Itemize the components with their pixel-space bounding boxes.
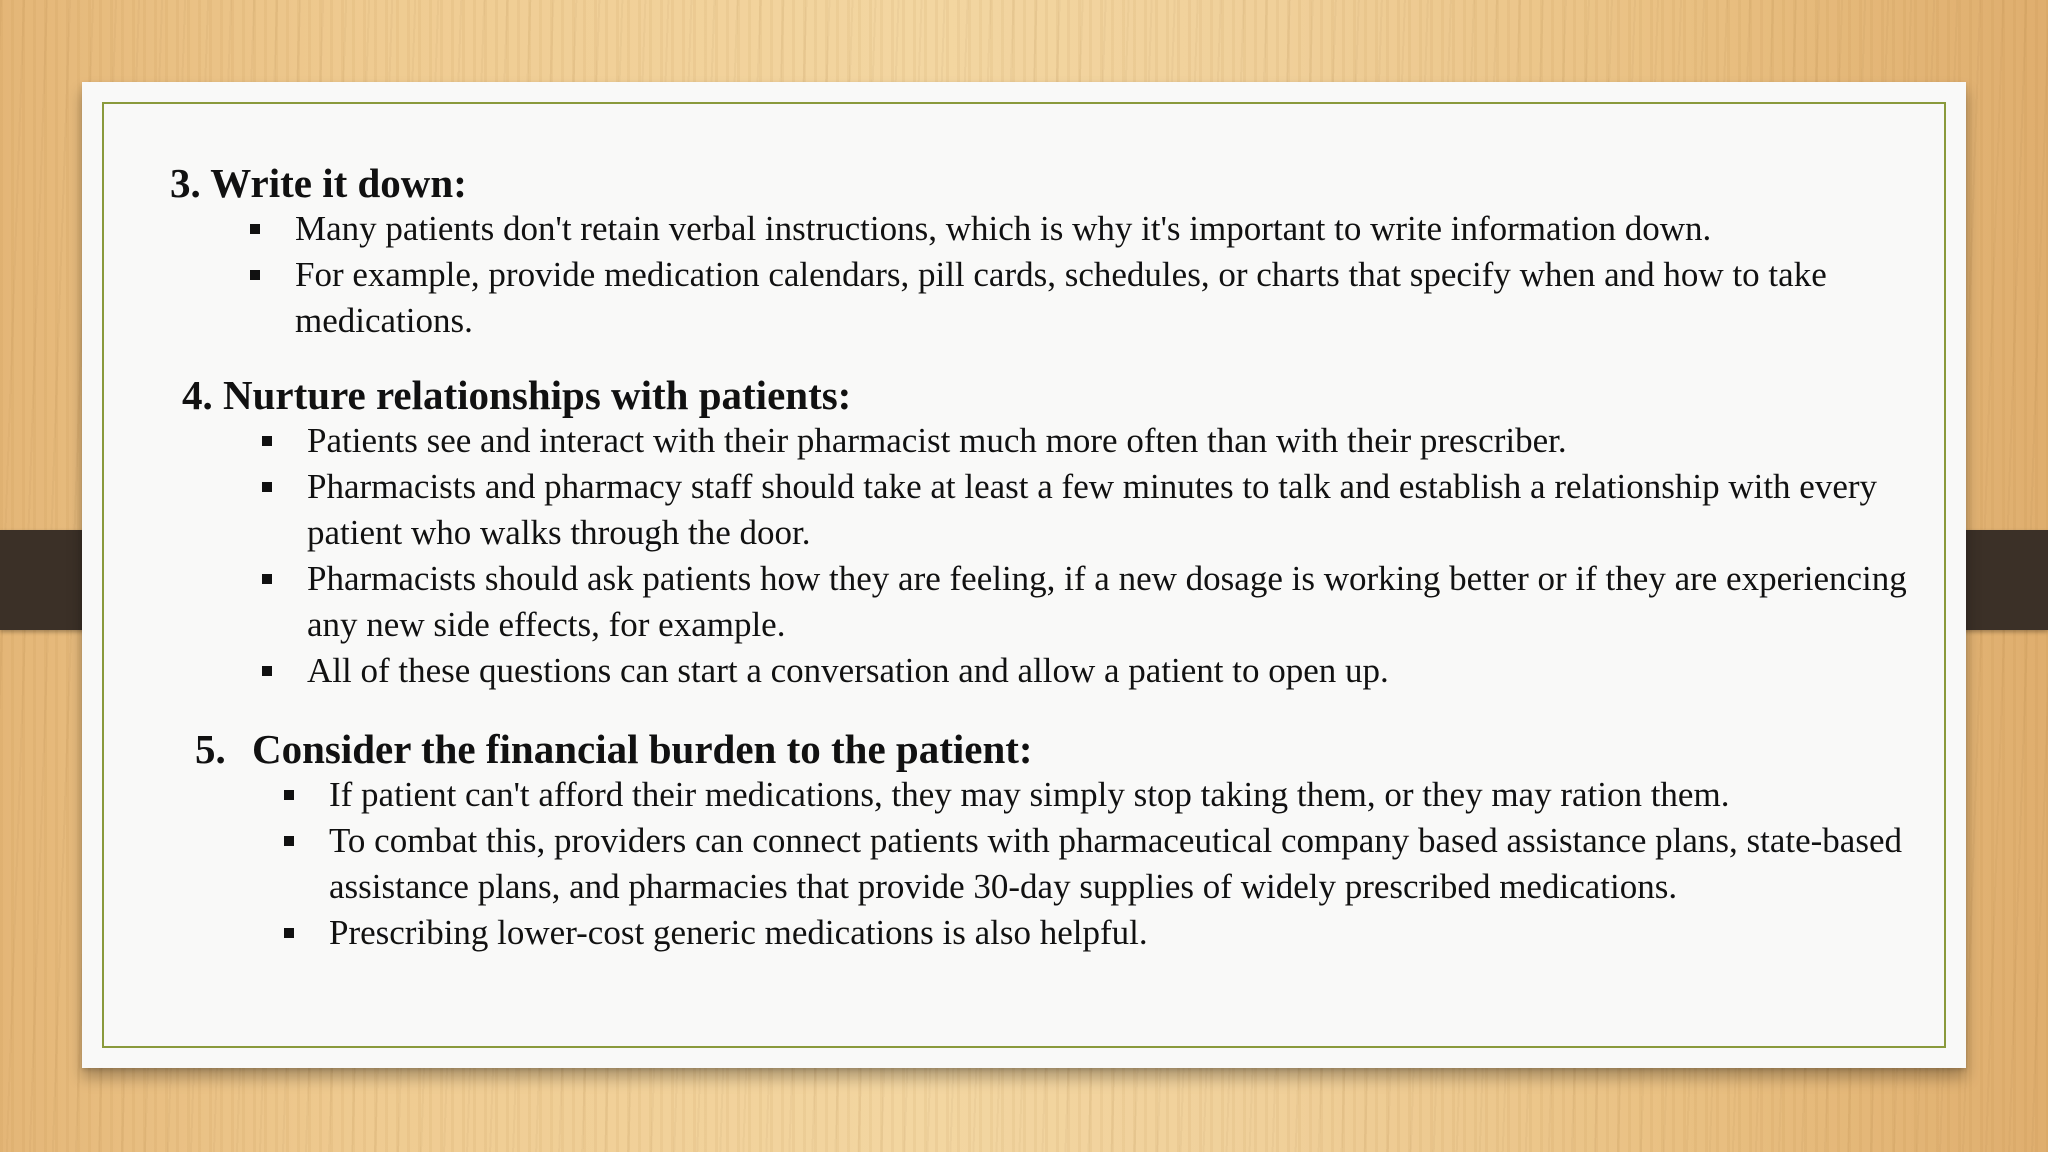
square-bullet-icon xyxy=(262,574,272,584)
section-heading xyxy=(104,372,1964,418)
bullet-text: For example, provide medication calendars, pill cards, schedules, or charts that specify when and how to take medications. xyxy=(295,255,1827,340)
square-bullet-icon xyxy=(250,224,260,234)
bullet-text: All of these questions can start a conversation and allow a patient to open up. xyxy=(307,651,1389,690)
list-item xyxy=(329,910,1979,956)
slide-frame xyxy=(102,102,1946,1048)
bullet-text: To combat this, providers can connect patients with pharmaceutical company based assistance plans, state-based assistance plans, and pharmacies that provide 30-day supplies of widely prescribed medications. xyxy=(329,821,1903,906)
square-bullet-icon xyxy=(250,270,260,280)
bullet-text: Pharmacists and pharmacy staff should take at least a few minutes to talk and establish a relationship with every patient who walks through the door. xyxy=(307,467,1878,552)
section-nurture-relationships xyxy=(104,372,1964,694)
section-number: 5. xyxy=(195,726,226,772)
bullet-text: Pharmacists should ask patients how they are feeling, if a new dosage is working better or if they are experiencing any new side effects, for example. xyxy=(307,559,1907,644)
bullet-text: Many patients don't retain verbal instructions, which is why it's important to write information down. xyxy=(295,209,1712,248)
square-bullet-icon xyxy=(284,928,294,938)
list-item xyxy=(307,418,1957,464)
list-item xyxy=(307,556,1957,648)
section-write-it-down xyxy=(104,160,1964,344)
square-bullet-icon xyxy=(262,436,272,446)
bullet-text: Patients see and interact with their pharmacist much more often than with their prescriber. xyxy=(307,421,1567,460)
square-bullet-icon xyxy=(262,482,272,492)
slide-card xyxy=(82,82,1966,1068)
section-title: Write it down: xyxy=(210,160,467,206)
list-item xyxy=(295,206,1995,252)
bullet-list xyxy=(329,772,1979,956)
section-title: Nurture relationships with patients: xyxy=(223,372,852,418)
list-item xyxy=(329,818,1979,910)
bullet-list xyxy=(295,206,1995,344)
section-title: Consider the financial burden to the patient: xyxy=(252,726,1033,772)
bullet-list xyxy=(307,418,1957,694)
section-heading xyxy=(104,160,1964,206)
list-item xyxy=(307,464,1957,556)
section-heading xyxy=(104,726,1964,772)
square-bullet-icon xyxy=(284,836,294,846)
section-number: 4. xyxy=(182,372,213,418)
bullet-text: If patient can't afford their medications, they may simply stop taking them, or they may ration them. xyxy=(329,775,1730,814)
list-item xyxy=(329,772,1979,818)
square-bullet-icon xyxy=(284,790,294,800)
section-financial-burden xyxy=(104,726,1964,956)
section-number: 3. xyxy=(170,160,201,206)
square-bullet-icon xyxy=(262,666,272,676)
list-item xyxy=(307,648,1957,694)
list-item xyxy=(295,252,1995,344)
bullet-text: Prescribing lower-cost generic medications is also helpful. xyxy=(329,913,1148,952)
